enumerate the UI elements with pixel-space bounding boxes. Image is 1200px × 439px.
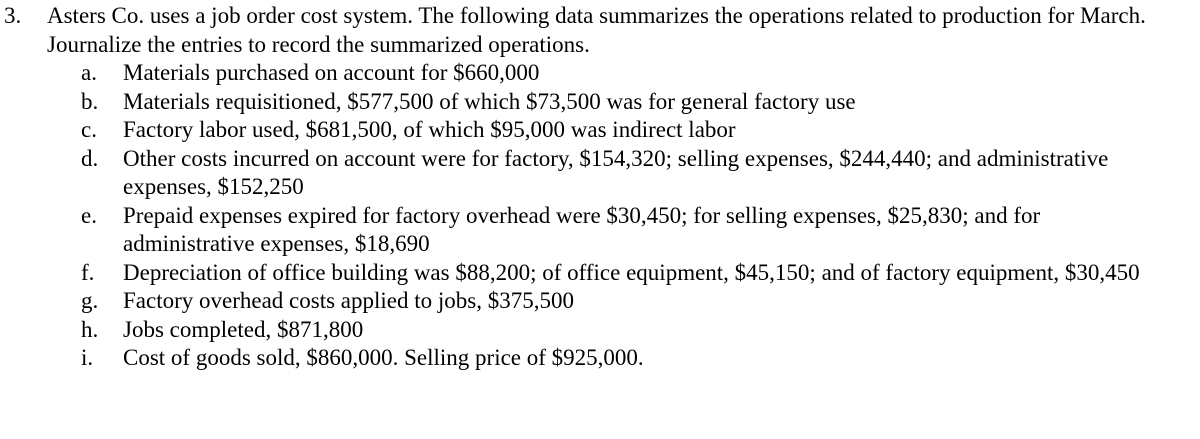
item-text: Jobs completed, $871,800 (123, 316, 364, 342)
list-item-i (4, 344, 1196, 373)
list-item-f (4, 259, 1196, 288)
list-item-c (4, 116, 1196, 145)
list-item-a (4, 59, 1196, 88)
item-letter: g. (81, 288, 99, 313)
item-letter: d. (81, 145, 99, 171)
list-item-h (4, 316, 1196, 345)
item-letter: f. (81, 259, 95, 285)
problem-stem-text: Asters Co. uses a job order cost system. The following data summarizes the operations related to production for March. Journalize the entries to record the summarized operations. (47, 3, 1146, 57)
item-text: Depreciation of office building was $88,200; of office equipment, $45,150; and of factory equipment, $30,450 (123, 259, 1140, 285)
item-letter: h. (81, 316, 99, 342)
item-letter: e. (81, 202, 97, 228)
item-text: Factory labor used, $681,500, of which $95,000 was indirect labor (123, 117, 736, 142)
item-letter: i. (81, 345, 94, 370)
item-text: Cost of goods sold, $860,000. Selling price of $925,000. (123, 345, 644, 370)
item-text: Materials purchased on account for $660,000 (123, 60, 540, 85)
problem-number: 3. (4, 3, 22, 28)
problem-3 (4, 2, 1196, 373)
list-item-d (4, 145, 1196, 202)
list-item-g (4, 287, 1196, 316)
item-letter: b. (81, 88, 99, 114)
item-text: Materials requisitioned, $577,500 of which $73,500 was for general factory use (123, 88, 856, 114)
item-letter: c. (81, 117, 97, 142)
item-letter: a. (81, 60, 97, 85)
list-item-e (4, 202, 1196, 259)
item-text: Prepaid expenses expired for factory overhead were $30,450; for selling expenses, $25,830; and for administrative expenses, $18,690 (123, 202, 1041, 256)
item-text: Other costs incurred on account were for factory, $154,320; selling expenses, $244,440; and administrative expenses, $152,250 (123, 145, 1109, 199)
operations-list (4, 59, 1196, 373)
item-text: Factory overhead costs applied to jobs, $375,500 (123, 288, 574, 313)
list-item-b (4, 88, 1196, 117)
problem-stem (4, 2, 1196, 59)
